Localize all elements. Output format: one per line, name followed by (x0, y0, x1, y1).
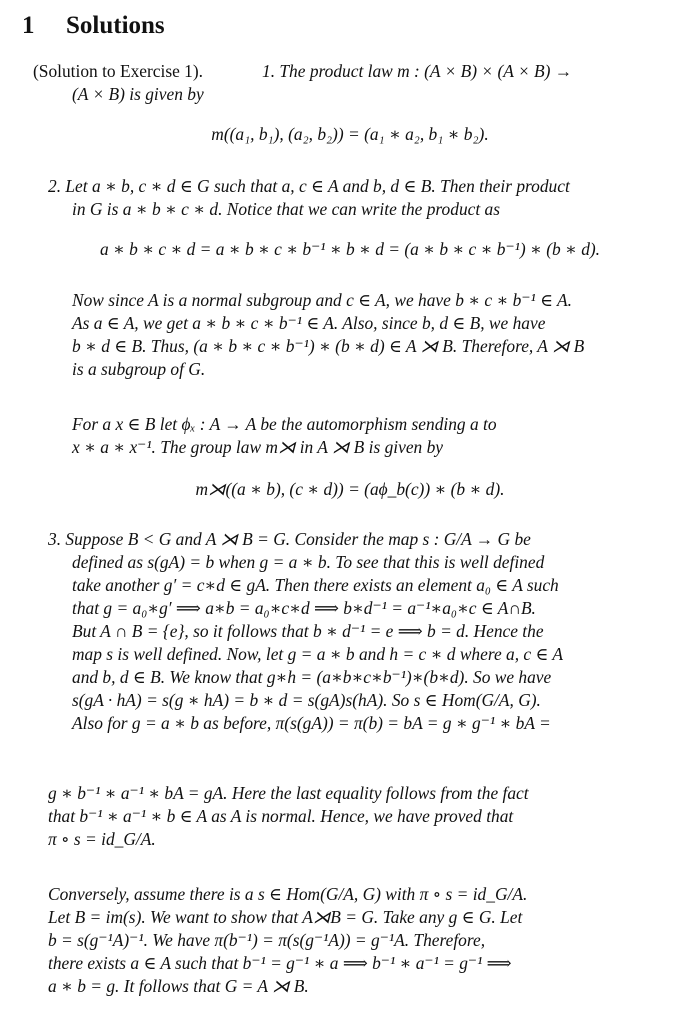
part3-line-2: defined as s(gA) = b when g = a ∗ b. To see that this is well defined (72, 552, 545, 572)
part2-equation-2: m⋊((a ∗ b), (c ∗ d)) = (aϕ_b(c)) ∗ (b ∗ d). (195, 479, 505, 499)
part3-line-5: But A ∩ B = {e}, so it follows that b ∗ d⁻¹ = e ⟹ b = d. Hence the (72, 621, 544, 641)
part3-line-11: that b⁻¹ ∗ a⁻¹ ∗ b ∈ A as A is normal. Hence, we have proved that (48, 806, 514, 826)
part3-line-15: b = s(g⁻¹A)⁻¹. We have π(b⁻¹) = π(s(g⁻¹A)) = g⁻¹A. Therefore, (48, 930, 486, 950)
part3-line-9: Also for g = a ∗ b as before, π(s(gA)) = π(b) = bA = g ∗ g⁻¹ ∗ bA = (72, 713, 551, 733)
part3-line-8: s(gA · hA) = s(g ∗ hA) = b ∗ d = s(gA)s(hA). So s ∈ Hom(G/A, G). (72, 690, 541, 710)
part3-line-16: there exists a ∈ A such that b⁻¹ = g⁻¹ ∗ a ⟹ b⁻¹ ∗ a⁻¹ = g⁻¹ ⟹ (48, 953, 512, 973)
part2-equation-1: a ∗ b ∗ c ∗ d = a ∗ b ∗ c ∗ b⁻¹ ∗ b ∗ d = (a ∗ b ∗ c ∗ b⁻¹) ∗ (b ∗ d). (99, 239, 601, 259)
part1-equation: m((a₁, b₁), (a₂, b₂)) = (a₁ ∗ a₂, b₁ ∗ b₂). (211, 124, 489, 144)
part1-line-1: 1. The product law m : (A × B) × (A × B) → (262, 61, 573, 81)
solution-label: (Solution to Exercise 1). (33, 61, 204, 81)
part3-line-7: and b, d ∈ B. We know that g∗h = (a∗b∗c∗b⁻¹)∗(b∗d). So we have (72, 667, 552, 687)
part3-line-6: map s is well defined. Now, let g = a ∗ b and h = c ∗ d where a, c ∈ A (72, 644, 564, 664)
part3-line-12: π ∘ s = id_G/A. (48, 829, 156, 849)
part2-line-3: Now since A is a normal subgroup and c ∈ A, we have b ∗ c ∗ b⁻¹ ∈ A. (72, 290, 572, 310)
section-heading (22, 10, 165, 42)
section-title: Solutions (66, 12, 165, 39)
section-number: 1 (22, 12, 35, 39)
part1-line-2: (A × B) is given by (72, 84, 204, 104)
part3-line-1: 3. Suppose B < G and A ⋊ B = G. Consider the map s : G/A → G be (48, 529, 531, 549)
part2-line-5: b ∗ d ∈ B. Thus, (a ∗ b ∗ c ∗ b⁻¹) ∗ (b ∗ d) ∈ A ⋊ B. Therefore, A ⋊ B (72, 336, 585, 356)
part3-line-4: that g = a₀∗g′ ⟹ a∗b = a₀∗c∗d ⟹ b∗d⁻¹ = a⁻¹∗a₀∗c ∈ A∩B. (72, 598, 536, 618)
part3-line-14: Let B = im(s). We want to show that A⋊B = G. Take any g ∈ G. Let (48, 907, 523, 927)
part3-line-13: Conversely, assume there is a s ∈ Hom(G/A, G) with π ∘ s = id_G/A. (48, 884, 528, 904)
part3-line-3: take another g′ = c∗d ∈ gA. Then there exists an element a₀ ∈ A such (72, 575, 559, 595)
part2-line-8: x ∗ a ∗ x⁻¹. The group law m⋊ in A ⋊ B is given by (72, 437, 444, 457)
part2-line-4: As a ∈ A, we get a ∗ b ∗ c ∗ b⁻¹ ∈ A. Also, since b, d ∈ B, we have (72, 313, 546, 333)
part3-line-10: g ∗ b⁻¹ ∗ a⁻¹ ∗ bA = gA. Here the last equality follows from the fact (48, 783, 529, 803)
part2-line-2: in G is a ∗ b ∗ c ∗ d. Notice that we can write the product as (72, 199, 500, 219)
part2-line-7: For a x ∈ B let ϕₓ : A → A be the automorphism sending a to (72, 414, 497, 434)
part2-line-6: is a subgroup of G. (72, 359, 206, 379)
part2-line-1: 2. Let a ∗ b, c ∗ d ∈ G such that a, c ∈ A and b, d ∈ B. Then their product (48, 176, 570, 196)
part3-line-17: a ∗ b = g. It follows that G = A ⋊ B. (48, 976, 309, 996)
